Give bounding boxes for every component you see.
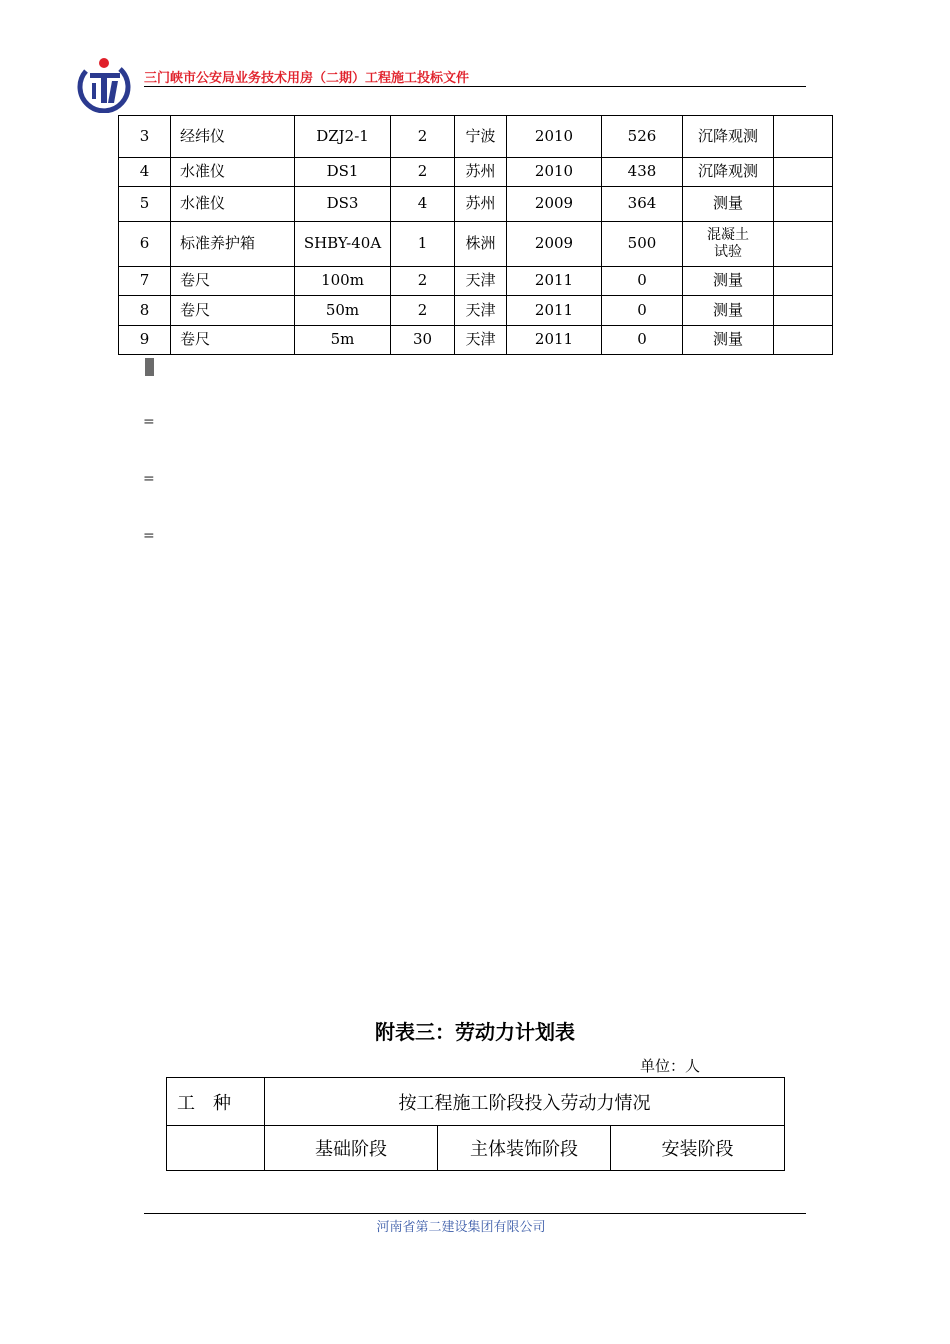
table-row <box>119 222 833 267</box>
cell-equipment-name: 卷尺 <box>171 267 295 296</box>
table-row <box>119 116 833 158</box>
cell-origin: 株洲 <box>455 222 507 267</box>
cell-model: DS1 <box>295 158 391 187</box>
cell-use <box>683 222 774 267</box>
cell-year: 2009 <box>507 187 602 222</box>
cell-model: 50m <box>295 296 391 326</box>
cell-use-line: 试验 <box>714 244 742 260</box>
cell-year: 2011 <box>507 326 602 355</box>
cell-value: 438 <box>602 158 683 187</box>
cell-origin: 苏州 <box>455 187 507 222</box>
table-row <box>167 1126 785 1171</box>
cell-value: 500 <box>602 222 683 267</box>
cell-model: 5m <box>295 326 391 355</box>
equipment-table <box>118 115 833 355</box>
table-row <box>119 267 833 296</box>
cell-value: 0 <box>602 326 683 355</box>
cell-no: 5 <box>119 187 171 222</box>
cell-no: 3 <box>119 116 171 158</box>
cell-quantity: 2 <box>391 267 455 296</box>
worktype-empty-cell <box>167 1126 265 1171</box>
cell-note <box>774 267 833 296</box>
cell-origin: 天津 <box>455 296 507 326</box>
equals-mark: = <box>143 528 155 544</box>
cell-equipment-name: 经纬仪 <box>171 116 295 158</box>
stage-foundation: 基础阶段 <box>265 1126 438 1171</box>
cell-use: 测量 <box>683 187 774 222</box>
cell-equipment-name: 卷尺 <box>171 326 295 355</box>
equals-mark: = <box>143 414 155 430</box>
cell-equipment-name: 水准仪 <box>171 187 295 222</box>
cell-origin: 天津 <box>455 326 507 355</box>
unit-label: 单位：人 <box>640 1057 701 1075</box>
cell-note <box>774 296 833 326</box>
header-divider <box>144 86 806 87</box>
cell-use-line: 混凝土 <box>707 227 749 244</box>
cell-quantity: 2 <box>391 116 455 158</box>
cell-origin: 苏州 <box>455 158 507 187</box>
stage-header: 按工程施工阶段投入劳动力情况 <box>265 1078 785 1126</box>
cell-quantity: 30 <box>391 326 455 355</box>
cell-model: 100m <box>295 267 391 296</box>
section-marker <box>145 358 154 376</box>
cell-origin: 天津 <box>455 267 507 296</box>
cell-year: 2011 <box>507 296 602 326</box>
cell-quantity: 4 <box>391 187 455 222</box>
cell-equipment-name: 卷尺 <box>171 296 295 326</box>
company-logo <box>74 55 132 113</box>
labor-plan-table <box>166 1077 785 1171</box>
cell-no: 4 <box>119 158 171 187</box>
table-row <box>119 158 833 187</box>
cell-use: 测量 <box>683 326 774 355</box>
stage-installation: 安装阶段 <box>611 1126 785 1171</box>
cell-note <box>774 116 833 158</box>
cell-model: DZJ2-1 <box>295 116 391 158</box>
cell-model: SHBY-40A <box>295 222 391 267</box>
cell-value: 364 <box>602 187 683 222</box>
cell-year: 2010 <box>507 158 602 187</box>
cell-note <box>774 158 833 187</box>
cell-year: 2009 <box>507 222 602 267</box>
cell-value: 0 <box>602 296 683 326</box>
cell-no: 6 <box>119 222 171 267</box>
cell-no: 8 <box>119 296 171 326</box>
cell-year: 2010 <box>507 116 602 158</box>
equals-mark: = <box>143 471 155 487</box>
cell-note <box>774 222 833 267</box>
cell-use: 沉降观测 <box>683 116 774 158</box>
table-row <box>119 326 833 355</box>
cell-note <box>774 187 833 222</box>
cell-use: 测量 <box>683 296 774 326</box>
stage-structure-decoration: 主体装饰阶段 <box>438 1126 611 1171</box>
table-row <box>119 296 833 326</box>
cell-quantity: 2 <box>391 158 455 187</box>
cell-value: 0 <box>602 267 683 296</box>
cell-equipment-name: 标准养护箱 <box>171 222 295 267</box>
footer-divider <box>144 1213 806 1214</box>
footer-company: 河南省第二建设集团有限公司 <box>376 1220 546 1235</box>
cell-quantity: 2 <box>391 296 455 326</box>
cell-no: 7 <box>119 267 171 296</box>
cell-origin: 宁波 <box>455 116 507 158</box>
cell-use: 测量 <box>683 267 774 296</box>
cell-model: DS3 <box>295 187 391 222</box>
table-row <box>167 1078 785 1126</box>
cell-year: 2011 <box>507 267 602 296</box>
header-title: 三门峡市公安局业务技术用房（二期）工程施工投标文件 <box>144 71 470 86</box>
cell-equipment-name: 水准仪 <box>171 158 295 187</box>
cell-note <box>774 326 833 355</box>
table-row <box>119 187 833 222</box>
cell-use: 沉降观测 <box>683 158 774 187</box>
cell-value: 526 <box>602 116 683 158</box>
labor-plan-title: 附表三：劳动力计划表 <box>375 1020 575 1044</box>
cell-no: 9 <box>119 326 171 355</box>
worktype-header: 工 种 <box>167 1078 265 1126</box>
cell-quantity: 1 <box>391 222 455 267</box>
